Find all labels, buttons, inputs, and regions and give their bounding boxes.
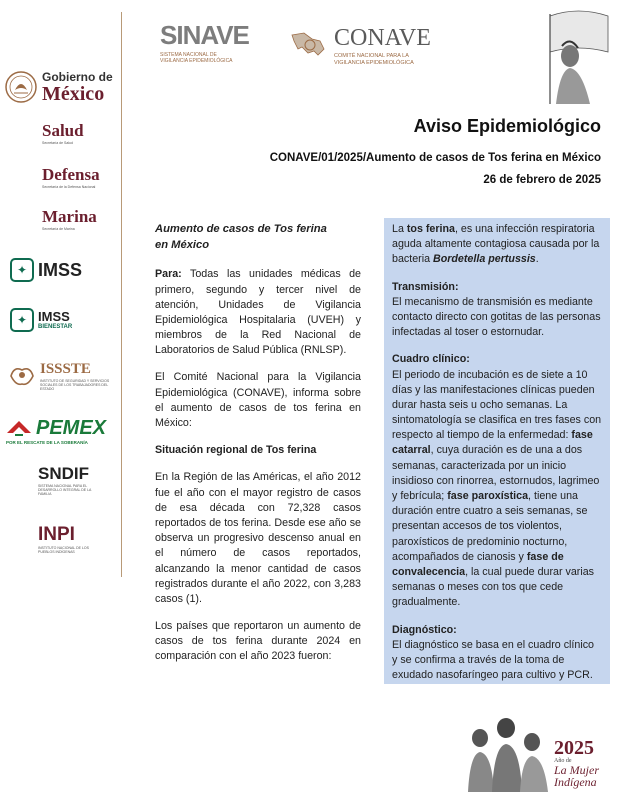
issste-logo xyxy=(8,362,110,392)
sidebar-divider xyxy=(121,12,122,577)
fase-paroxistica: fase paroxística xyxy=(447,490,529,502)
imss-bienestar-name: IMSS xyxy=(38,309,70,325)
conave-sub-2: VIGILANCIA EPIDEMIOLÓGICA xyxy=(334,59,414,66)
imss-name: IMSS xyxy=(38,259,83,280)
transmision-section xyxy=(392,280,602,341)
fase-convalecencia: fase de convalecencia xyxy=(392,550,564,578)
inpi-sub: INSTITUTO NACIONAL DE LOS PUEBLOS INDÍGENAS xyxy=(38,546,89,555)
footer-line-2: La Mujer xyxy=(554,763,599,777)
conave-logo xyxy=(290,26,431,67)
agency-logo-sidebar xyxy=(0,0,122,808)
defensa-logo xyxy=(42,166,100,189)
footer-year: 2025 xyxy=(554,737,594,759)
issste-name: ISSSTE xyxy=(40,361,91,377)
para-paragraph xyxy=(155,267,361,358)
diagnostico-section xyxy=(392,623,602,684)
intro-term: tos ferina xyxy=(406,223,455,235)
issste-hands-icon xyxy=(8,362,36,388)
intro-bacteria: Bordetella pertussis xyxy=(433,253,536,266)
conave-paragraph: El Comité Nacional para la Vigilancia Epidemiológica (CONAVE), informa sobre el aumento de casos de tos ferina en México: xyxy=(155,371,361,430)
inpi-logo xyxy=(38,525,98,554)
pemex-logo xyxy=(6,418,106,445)
mexico-label: México xyxy=(42,83,105,105)
transmision-text: El mecanismo de transmisión es mediante contacto directo con gotitas de las personas infectadas al toser o estornudar. xyxy=(392,295,601,339)
pemex-sub: POR EL RESCATE DE LA SOBERANÍA xyxy=(6,440,88,445)
imss-bienestar-emblem-icon: ✦ xyxy=(10,308,34,332)
defensa-sub: Secretaría de la Defensa Nacional xyxy=(42,185,96,189)
left-heading xyxy=(155,222,361,253)
cuadro-text-g: , la cual puede durar varias semanas o meses con tos que cede gradualmente. xyxy=(392,565,594,609)
diagnostico-heading: Diagnóstico: xyxy=(392,623,457,636)
sinave-sub-1: SISTEMA NACIONAL DE xyxy=(160,52,217,58)
cuadro-text-c: , cuya duración es de una a dos semanas, caracterizada por un inicio insidioso con rinorrea, estornudos, lagrimeo y febrícula; xyxy=(392,444,600,502)
diagnostico-text: El diagnóstico se basa en el cuadro clínico y se confirma a través de la toma de exudado nasofaríngeo para cultivo y PCR. xyxy=(392,638,594,682)
salud-name: Salud xyxy=(42,121,84,140)
imss-logo xyxy=(10,258,82,282)
transmision-heading: Transmisión: xyxy=(392,280,459,293)
gobierno-de-mexico-logo xyxy=(4,70,113,104)
paises-paragraph: Los países que reportaron un aumento de casos de tos ferina durante 2024 en comparación con el año 2023 fueron: xyxy=(155,620,361,663)
issste-sub: INSTITUTO DE SEGURIDAD Y SERVICIOS SOCIALES DE LOS TRABAJADORES DEL ESTADO xyxy=(40,379,110,392)
sndif-name: SNDIF xyxy=(38,464,89,483)
indigenous-women-illustration xyxy=(462,708,552,792)
salud-logo xyxy=(42,122,84,145)
aviso-date: 26 de febrero de 2025 xyxy=(483,174,601,186)
cuadro-heading: Cuadro clínico: xyxy=(392,353,470,366)
sinave-logo xyxy=(160,22,270,64)
left-heading-line-1: Aumento de casos de Tos ferina xyxy=(155,223,327,235)
situacion-heading: Situación regional de Tos ferina xyxy=(155,444,317,457)
pemex-name: PEMEX xyxy=(36,417,107,439)
info-box xyxy=(384,218,610,684)
cuadro-text-e: , tiene una duración entre cuatro a seis semanas, se presentan accesos de tos violentos, paroxísticos de predominio nocturno, acompañados de cianosis y xyxy=(392,490,588,563)
conave-name: CONAVE xyxy=(334,25,431,51)
mexico-map-icon xyxy=(290,29,330,63)
situacion-paragraph: En la Región de las Américas, el año 2012 fue el año con el mayor registro de casos de esa década con 72,328 casos reportados de tos ferina. Desde ese año se observa un progresivo descenso anual en el número de casos reportados, alcanzando la menor cantidad de casos registrados durante el año 2022, con 3,283 casos (1). xyxy=(155,471,361,605)
fase-catarral: fase catarral xyxy=(392,429,593,457)
marina-sub: Secretaría de Marina xyxy=(42,227,75,231)
aviso-subtitle: CONAVE/01/2025/Aumento de casos de Tos ferina en México xyxy=(269,152,601,164)
woman-with-flag-illustration xyxy=(520,6,616,106)
defensa-name: Defensa xyxy=(42,165,100,184)
imss-bienestar-sub: BIENESTAR xyxy=(38,323,73,330)
sndif-logo xyxy=(38,465,100,497)
salud-sub: Secretaría de Salud xyxy=(42,141,73,145)
intro-text-e: . xyxy=(535,253,539,266)
sinave-name: SINAVE xyxy=(160,20,249,50)
intro-text-a: La xyxy=(392,223,407,235)
imss-bienestar-logo xyxy=(10,308,72,332)
marina-logo xyxy=(42,208,97,231)
page-title: Aviso Epidemiológico xyxy=(413,116,601,136)
imss-emblem-icon: ✦ xyxy=(10,258,34,282)
gobierno-label: Gobierno de xyxy=(42,70,113,84)
year-of-indigenous-woman-logo xyxy=(554,738,599,788)
sinave-sub-2: VIGILANCIA EPIDEMIOLÓGICA xyxy=(160,58,233,64)
intro-text-c: , es una infección respiratoria aguda altamente contagiosa causada por la bacteria xyxy=(392,223,600,266)
conave-sub-1: COMITÉ NACIONAL PARA LA xyxy=(334,53,409,59)
intro-paragraph xyxy=(392,222,602,268)
inpi-name: INPI xyxy=(38,524,75,545)
left-heading-line-2: en México xyxy=(155,238,210,251)
pemex-eagle-icon xyxy=(6,419,32,437)
left-column xyxy=(155,222,361,677)
footer-line-3: Indígena xyxy=(554,775,597,789)
cuadro-text-a: El periodo de incubación es de siete a 10 días y las manifestaciones clínicas pueden durar hasta seis u ocho semanas. La sintomatología se clasifica en tres fases con respecto al tiempo de la enfermedad: xyxy=(392,368,602,442)
cuadro-section xyxy=(392,352,602,610)
sndif-sub: SISTEMA NACIONAL PARA EL DESARROLLO INTEGRAL DE LA FAMILIA xyxy=(38,484,92,497)
footer-line-1: Año de xyxy=(554,758,572,764)
para-text: Todas las unidades médicas de primero, segundo y tercer nivel de atención, Unidades de Vigilancia Epidemiológica Hospitalaria (UVEH) y miembros de la Red Nacional de Laboratorios de Salud Pública (RNLSP). xyxy=(155,268,361,357)
marina-name: Marina xyxy=(42,207,97,226)
para-label: Para: xyxy=(155,268,182,281)
eagle-emblem-icon xyxy=(4,70,38,104)
